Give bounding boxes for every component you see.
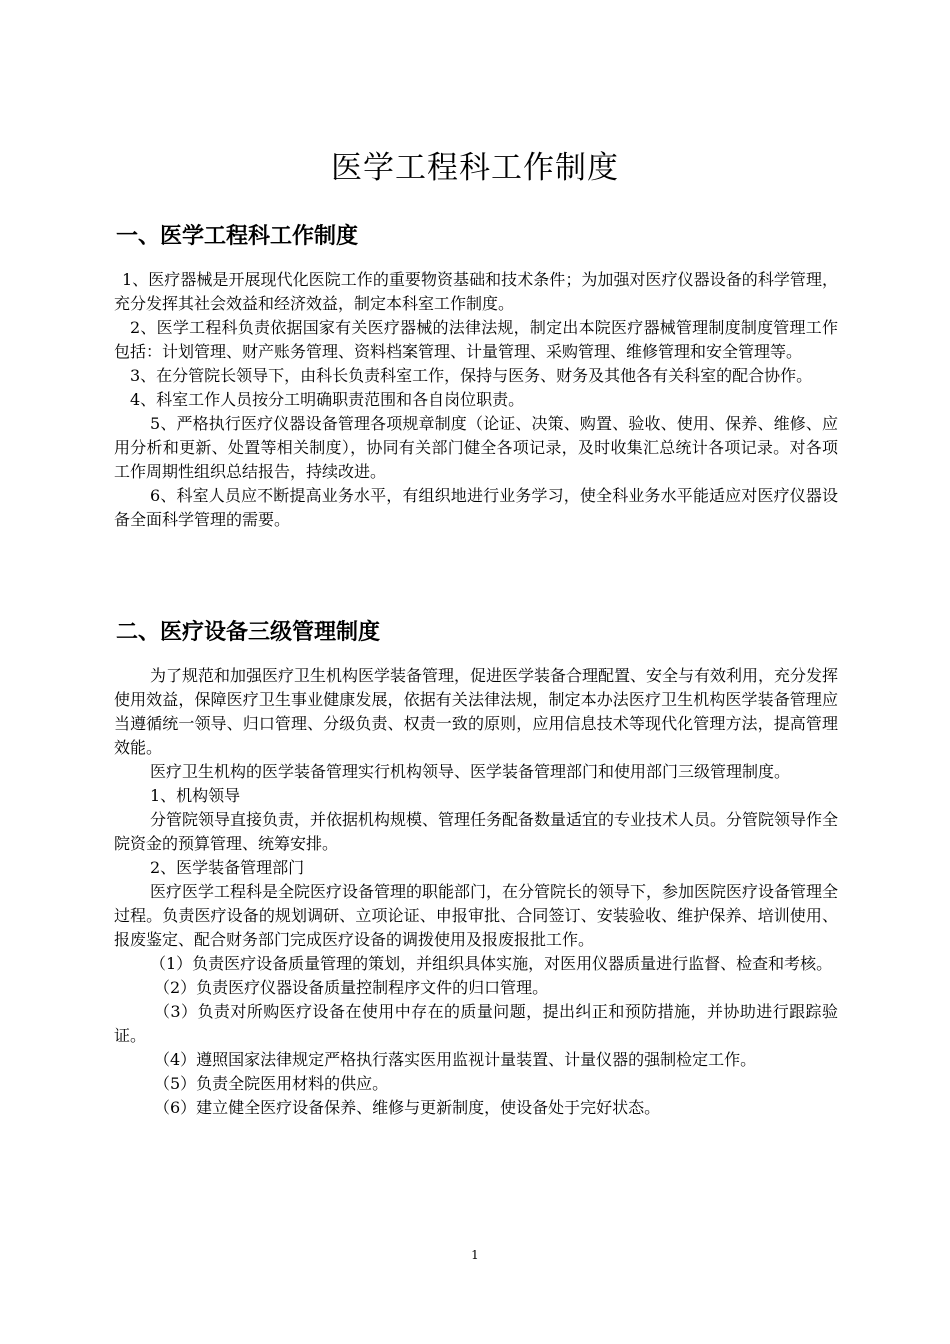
section-1-heading: 一、医学工程科工作制度	[116, 224, 359, 249]
section-2-paragraph-3: 分管院领导直接负责，并依据机构规模、管理任务配备数量适宜的专业技术人员。分管院领导作全院资金的预算管理、统筹安排。	[114, 810, 839, 853]
section-2-paragraph-1: 为了规范和加强医疗卫生机构医学装备管理，促进医学装备合理配置、安全与有效利用，充分发挥使用效益，保障医疗卫生事业健康发展，依据有关法律法规，制定本办法医疗卫生机构医学装备管理应当遵循统一领导、归口管理、分级负责、权责一致的原则，应用信息技术等现代化管理方法，提高管理效能。	[114, 666, 839, 757]
section-2-list-item-2: （2）负责医疗仪器设备质量控制程序文件的归口管理。	[154, 978, 549, 997]
section-2-list-item-1: （1）负责医疗设备质量管理的策划，并组织具体实施，对医用仪器质量进行监督、检查和考核。	[150, 954, 833, 973]
section-2-list-item-5: （5）负责全院医用材料的供应。	[154, 1074, 389, 1093]
document-title: 医学工程科工作制度	[331, 150, 619, 186]
section-1-paragraph-5: 5、严格执行医疗仪器设备管理各项规章制度（论证、决策、购置、验收、使用、保养、维修、应用分析和更新、处置等相关制度），协同有关部门健全各项记录，及时收集汇总统计各项记录。对各项工作周期性组织总结报告，持续改进。	[114, 414, 838, 481]
section-1-paragraph-3: 3、在分管院长领导下，由科长负责科室工作，保持与医务、财务及其他各有关科室的配合协作。	[130, 366, 813, 385]
page-number: 1	[471, 1248, 479, 1262]
section-1-paragraph-4: 4、科室工作人员按分工明确职责范围和各自岗位职责。	[130, 390, 525, 409]
section-1-body	[114, 268, 838, 532]
section-2-paragraph-2: 医疗卫生机构的医学装备管理实行机构领导、医学装备管理部门和使用部门三级管理制度。	[150, 762, 791, 781]
section-1-paragraph-6: 6、科室人员应不断提高业务水平，有组织地进行业务学习，使全科业务水平能适应对医疗仪器设备全面科学管理的需要。	[114, 486, 838, 529]
section-2-list-item-4: （4）遵照国家法律规定严格执行落实医用监视计量装置、计量仪器的强制检定工作。	[154, 1050, 757, 1069]
section-2-list-item-6: （6）建立健全医疗设备保养、维修与更新制度，使设备处于完好状态。	[154, 1098, 661, 1117]
section-2-paragraph-4: 医疗医学工程科是全院医疗设备管理的职能部门，在分管院长的领导下，参加医院医疗设备管理全过程。负责医疗设备的规划调研、立项论证、申报审批、合同签订、安装验收、维护保养、培训使用、报废鉴定、配合财务部门完成医疗设备的调拨使用及报废报批工作。	[114, 882, 839, 949]
section-2-heading: 二、医疗设备三级管理制度	[116, 620, 381, 645]
section-2-subheading-2: 2、医学装备管理部门	[150, 858, 305, 877]
section-2-body	[114, 664, 838, 1120]
section-2-subheading-1: 1、机构领导	[150, 786, 241, 805]
section-1-paragraph-1: 1、医疗器械是开展现代化医院工作的重要物资基础和技术条件；为加强对医疗仪器设备的科学管理，充分发挥其社会效益和经济效益，制定本科室工作制度。	[114, 270, 838, 313]
section-1-paragraph-2: 2、医学工程科负责依据国家有关医疗器械的法律法规，制定出本院医疗器械管理制度制度管理工作包括：计划管理、财产账务管理、资料档案管理、计量管理、采购管理、维修管理和安全管理等。	[114, 318, 838, 361]
section-2-list-item-3: （3）负责对所购医疗设备在使用中存在的质量问题，提出纠正和预防措施，并协助进行跟踪验证。	[114, 1002, 838, 1045]
